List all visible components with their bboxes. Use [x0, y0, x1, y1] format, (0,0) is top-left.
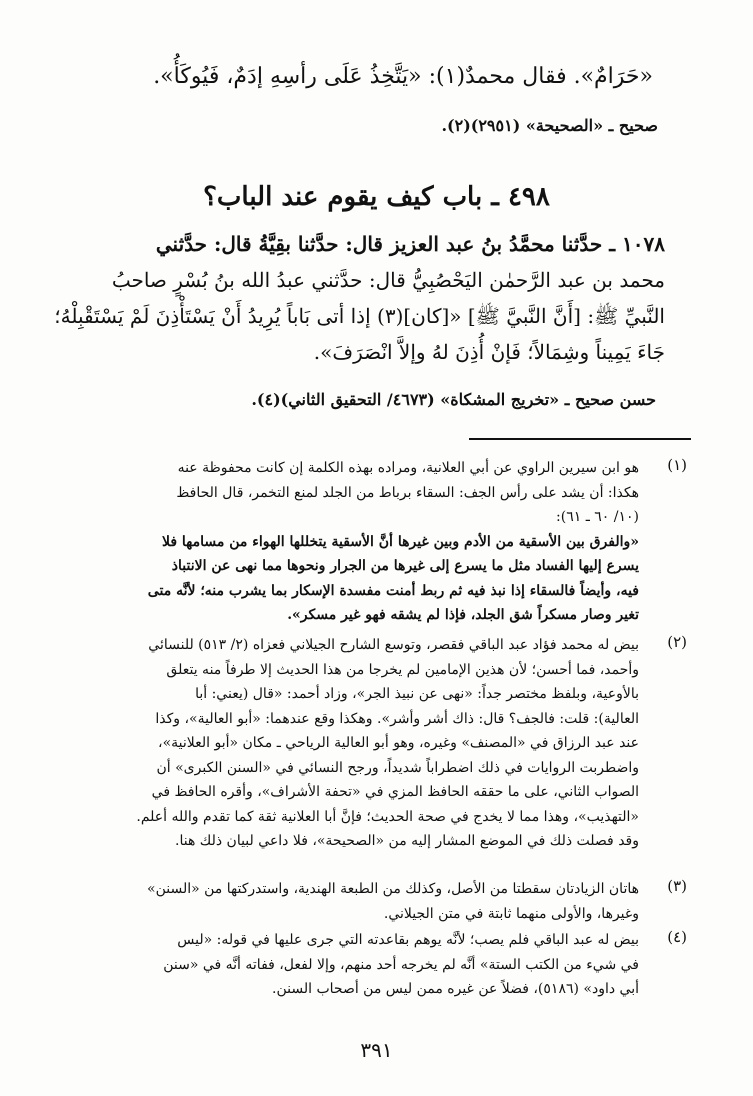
footnote-body [67, 633, 639, 854]
footnote-line: هكذا: أن يشد على رأس الجف: السقاء برباط من الجلد لمنع التخمر، قال الحافظ [176, 484, 639, 501]
footnote-line: بالأوعية، وبلفظ مختصر جداً: «نهى عن نبيذ الجر»، وزاد أحمد: «قال (يعني: أبا [195, 686, 639, 702]
footnote-number: (٣) [667, 877, 687, 895]
hadith-line-1: ١٠٧٨ ـ حدَّثنا محمَّدُ بنُ عبد العزيز قال: حدَّثنا بقِيَّةُ قال: حدَّثني [155, 232, 665, 256]
page-number: ٣٩١ [360, 1038, 393, 1062]
footnote-line: في شيء من الكتب الستة» أنَّه لم يخرجه أحد منهم، وإلا لفعل، ففاته أنَّه في «سنن [163, 956, 639, 973]
footnote-line: هاتان الزيادتان سقطتا من الأصل، وكذلك من الطبعة الهندية، واستدركتها من «السنن» [147, 881, 639, 897]
footnote-2 [67, 633, 687, 854]
footnote-body [67, 877, 639, 926]
previous-hadith-ending: «حَرَامٌ». فقال محمدٌ(١): «يَتَّخِذُ عَلَى رأسِهِ إدَمٌ، فَيُوكَأُ». [153, 64, 653, 89]
footnote-line: بيض له عبد الباقي فلم يصب؛ لأنَّه يوهم بقاعدته التي جرى عليها في قوله: «ليس [177, 932, 639, 948]
footnote-line: أبي داود» (٥١٨٦)، فضلاً عن غيره ممن ليس من أصحاب السنن. [272, 981, 639, 997]
footnote-line: هو ابن سيرين الراوي عن أبي العلانية، ومراده بهذه الكلمة إن كانت محفوظة عنه [177, 460, 639, 476]
footnote-body [67, 456, 639, 628]
hadith-grade: حسن صحيح ـ «تخريج المشكاة» (٤٦٧٣/ التحقيق الثاني)(٤). [251, 390, 656, 409]
footnote-line: تغير وصار مسكراً شق الجلد، فإذا لم يشقه فهو غير مسكر». [287, 607, 639, 623]
footnote-1 [67, 456, 687, 628]
footnote-4 [67, 928, 687, 1002]
footnote-number: (١) [667, 456, 687, 474]
footnote-line: وقد فصلت ذلك في الموضع المشار إليه من «الصحيحة»، فلا داعي لبيان ذلك هنا. [175, 833, 639, 849]
footnote-line: واضطربت الروايات في ذلك اضطراباً شديداً، ورجح النسائي في «السنن الكبرى» أن [156, 759, 639, 776]
footnote-line: «التهذيب»، وهذا مما لا يخدج في صحة الحديث؛ فإنَّ أبا العلانية ثقة كما تقدم والله أعلم. [136, 808, 639, 825]
footnote-line: «والفرق بين الأسقية من الأدم وبين غيرها أنَّ الأسقية يتخللها الهواء من مسامها فلا [161, 533, 639, 550]
footnote-body [67, 928, 639, 1002]
footnote-3 [67, 877, 687, 926]
hadith-line-3: النَّبيِّ ﷺ: [أَنَّ النَّبيَّ ﷺ] «[كان](٣) إذا أتى بَاباً يُرِيدُ أَنْ يَسْتَأْذِنَ لَمْ يَسْتَقْبِلْهُ؛ [54, 304, 665, 328]
footnote-line: فيه، وأيضاً فالسقاء إذا نبذ فيه ثم ربط أمنت مفسدة الإسكار بما يشرب منه؛ لأنَّه متى [147, 582, 639, 599]
footnote-line: عند عبد الرزاق في «المصنف» وغيره، وهو أبو العالية الرياحي ـ مكان «أبو العلانية»، [158, 735, 639, 751]
footnote-line: يسرع إليها الفساد مثل ما يسرع إلى غيرها من الجرار ونحوها مما نهى عن الانتباذ [171, 558, 639, 574]
footnote-line: العالية): قلت: فالجف؟ قال: ذاك أشر وأشر». وهكذا وقع عندهما: «أبو العالية»، وكذا [155, 710, 639, 727]
footnote-line: الصواب الثاني، على ما حققه الحافظ المزي في «تحفة الأشراف»، وأقره الحافظ في [151, 784, 639, 800]
footnote-number: (٤) [667, 928, 687, 946]
footnote-line: بيض له محمد فؤاد عبد الباقي فقصر، وتوسع الشارح الجيلاني فعزاه (٢/ ٥١٣) للنسائي [148, 637, 639, 653]
footnote-separator [469, 438, 691, 440]
footnote-line: وأحمد، فما أحسن؛ لأن هذين الإمامين لم يخرجا من هذا الحديث إلا طرفاً منه يتعلق [166, 661, 639, 678]
hadith-line-4: جَاءَ يَمِيناً وشِمَالاً؛ فَإنْ أُذِنَ لهُ وإلاَّ انْصَرَفَ». [313, 340, 665, 364]
footnote-line: (١٠/ ٦٠ ـ ٦١): [556, 509, 639, 525]
hadith-line-2: محمد بن عبد الرَّحمٰن اليَحْصُبِيُّ قال: حدَّثني عبدُ الله بنُ بُسْرٍ صاحبُ [111, 268, 665, 292]
chapter-title: ٤٩٨ ـ باب كيف يقوم عند الباب؟ [203, 182, 550, 212]
footnote-number: (٢) [667, 633, 687, 651]
footnote-line: وغيرها، والأولى منهما ثابتة في متن الجيلاني. [383, 905, 639, 922]
previous-hadith-grade: صحيح ـ «الصحيحة» (٢٩٥١)(٢). [441, 116, 658, 135]
